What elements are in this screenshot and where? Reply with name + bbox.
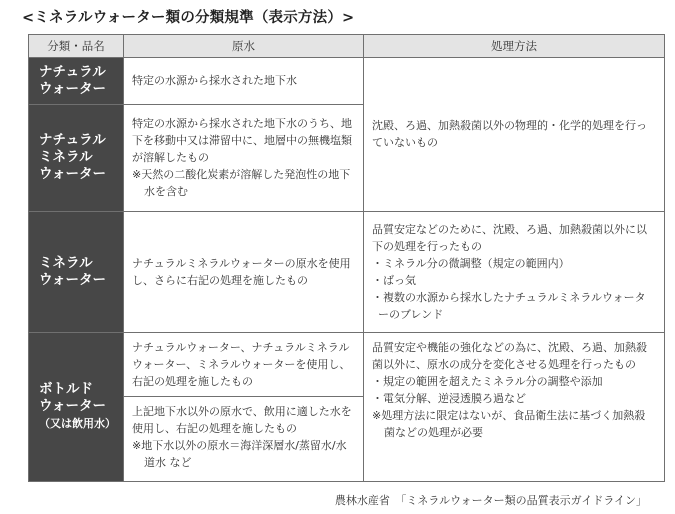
category-natural-water [29, 58, 124, 104]
category-name-line: ウォーター [39, 166, 106, 183]
source-note: ※天然の二酸化炭素が溶解した発泡性の地下水を含む [132, 168, 351, 199]
category-bottled-water [29, 332, 124, 481]
treatment-bottled-water [364, 332, 665, 481]
category-name-line: ウォーター [39, 398, 106, 415]
treatment-note: ※処理方法に限定はないが、食品衛生法に基づく加熱殺菌などの処理が必要 [372, 408, 646, 439]
category-mineral-water [29, 211, 124, 332]
source-credit: 農林水産省 「ミネラルウォーター類の品質表示ガイドライン」 [334, 494, 647, 507]
header-row [29, 35, 665, 58]
source-bottled-water-a: ナチュラルウォーター、ナチュラルミネラルウォーター、ミネラルウォーターを使用し、右記の処理を施したもの [124, 332, 364, 397]
treatment-natural: 沈殿、ろ過、加熱殺菌以外の物理的・化学的処理を行っていないもの [364, 58, 665, 211]
treatment-item: ・ばっ気 [372, 273, 416, 287]
source-text: 特定の水源から採水された地下水のうち、地下を移動中又は滞留中に、地層中の無機塩類が溶解したもの [132, 117, 352, 165]
treatment-item: ・電気分解、逆浸透膜ろ過など [372, 391, 526, 405]
treatment-mineral-water [364, 211, 665, 332]
source-mineral-water: ナチュラルミネラルウォーターの原水を使用し、さらに右記の処理を施したもの [124, 211, 364, 332]
treatment-intro: 品質安定などのために、沈殿、ろ過、加熱殺菌以外に以下の処理を行ったもの [372, 222, 647, 253]
source-natural-water: 特定の水源から採水された地下水 [124, 58, 364, 104]
classification-table [28, 34, 665, 482]
treatment-item: ・複数の水源から採水したナチュラルミネラルウォーターのブレンド [372, 290, 646, 321]
category-name-line: （又は飲用水） [39, 417, 116, 431]
source-note: ※地下水以外の原水＝海洋深層水/蒸留水/水道水 など [132, 439, 347, 470]
category-name-line: ウォーター [39, 80, 106, 97]
source-natural-mineral-water [124, 104, 364, 211]
treatment-intro: 品質安定や機能の強化などの為に、沈殿、ろ過、加熱殺菌以外に、原水の成分を変化させる処理を行ったもの [372, 340, 647, 371]
category-name-line: ボトルド [39, 381, 93, 398]
category-natural-mineral-water [29, 104, 124, 211]
header-treatment: 処理方法 [364, 35, 665, 58]
source-bottled-water-b [124, 397, 364, 482]
treatment-item: ・規定の範囲を超えたミネラル分の調整や添加 [372, 374, 603, 388]
category-name-line: ナチュラル [39, 132, 106, 149]
source-text: 上記地下水以外の原水で、飲用に適した水を使用し、右記の処理を施したもの [132, 405, 352, 436]
row-mineral-water [29, 211, 665, 332]
category-name-line: ミネラル [39, 149, 93, 166]
row-bottled-water-a [29, 332, 665, 397]
category-name-line: ウォーター [39, 271, 106, 288]
row-natural-water [29, 58, 665, 104]
category-name-line: ミネラル [39, 254, 93, 271]
treatment-item: ・ミネラル分の微調整（規定の範囲内） [372, 256, 570, 270]
header-source-water: 原水 [124, 35, 364, 58]
header-category: 分類・品名 [29, 35, 124, 58]
category-name-line: ナチュラル [39, 63, 106, 80]
page-title: <ミネラルウォーター類の分類規準（表示方法）> [22, 10, 355, 26]
